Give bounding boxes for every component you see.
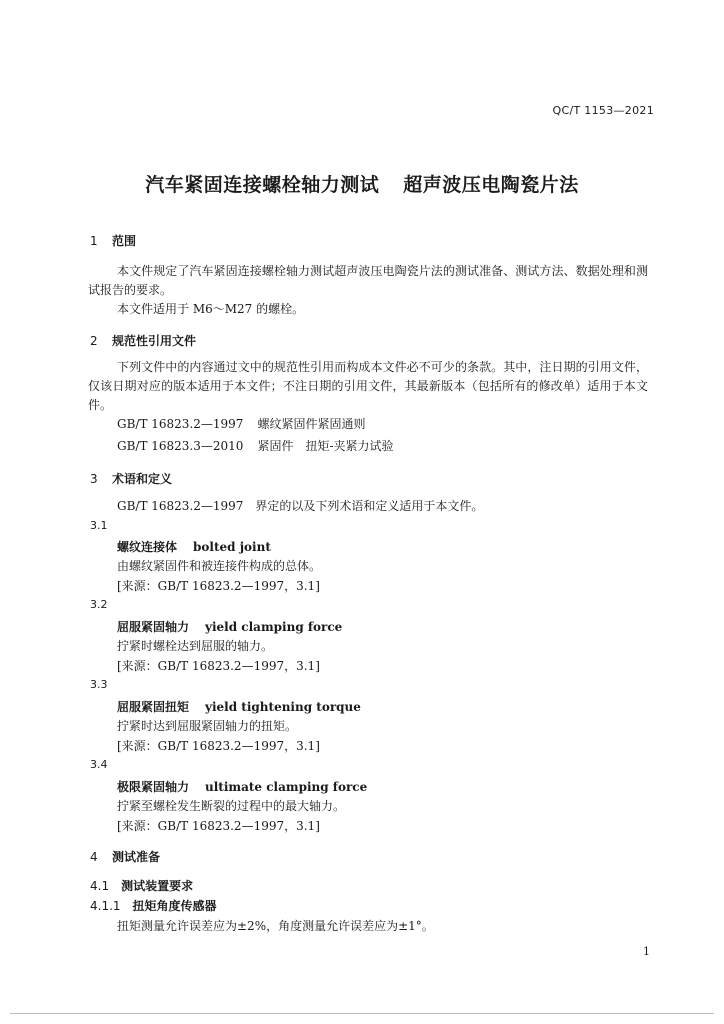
section-4-number: 4 <box>90 850 98 864</box>
term-number: 3.2 <box>90 598 108 611</box>
term-name <box>117 698 361 715</box>
page-bottom-rule <box>10 1013 714 1014</box>
title-sub: 超声波压电陶瓷片法 <box>403 174 579 196</box>
section-1-paragraph-1: 本文件规定了汽车紧固连接螺栓轴力测试超声波压电陶瓷片法的测试准备、测试方法、数据处理和测试报告的要求。 <box>88 264 648 297</box>
term-definition: 由螺纹紧固件和被连接件构成的总体。 <box>117 559 322 573</box>
term-definition: 拧紧时达到屈服紧固轴力的扭矩。 <box>117 719 298 733</box>
term-name-en: ultimate clamping force <box>205 780 368 794</box>
subsection-4-1-title: 测试装置要求 <box>121 879 194 893</box>
term-name-zh: 极限紧固轴力 <box>117 780 190 794</box>
section-2-heading <box>90 332 196 349</box>
term-definition: 拧紧至螺栓发生断裂的过程中的最大轴力。 <box>117 799 346 813</box>
term-definition: 拧紧时螺栓达到屈服的轴力。 <box>117 639 274 653</box>
reference-item <box>117 415 365 434</box>
term-name-zh: 屈服紧固扭矩 <box>117 700 190 714</box>
reference-title: 紧固件 扭矩-夹紧力试验 <box>257 439 394 453</box>
term-name <box>117 618 342 635</box>
section-4-title: 测试准备 <box>112 850 161 864</box>
section-4-heading <box>90 848 160 865</box>
term-number: 3.4 <box>90 758 108 771</box>
section-3-heading <box>90 470 172 487</box>
subsection-4-1-1-title: 扭矩角度传感器 <box>132 899 217 913</box>
term-source: [来源：GB/T 16823.2—1997，3.1] <box>117 819 320 833</box>
section-1-title: 范围 <box>112 234 137 248</box>
page-number: 1 <box>643 945 650 958</box>
section-3-number: 3 <box>90 472 98 486</box>
reference-code: GB/T 16823.2—1997 <box>117 417 244 431</box>
subsection-4-1-heading <box>90 877 193 894</box>
section-3-intro: GB/T 16823.2—1997 界定的以及下列术语和定义适用于本文件。 <box>117 499 484 513</box>
subsection-4-1-number: 4.1 <box>90 879 110 893</box>
term-name-en: yield clamping force <box>205 620 343 634</box>
term-source: [来源：GB/T 16823.2—1997，3.1] <box>117 739 320 753</box>
term-name-zh: 屈服紧固轴力 <box>117 620 190 634</box>
subsection-4-1-1-heading <box>90 897 217 914</box>
title-main: 汽车紧固连接螺栓轴力测试 <box>145 174 380 196</box>
term-number: 3.1 <box>90 519 108 532</box>
term-name-en: yield tightening torque <box>205 700 361 714</box>
term-name <box>117 538 271 555</box>
reference-code: GB/T 16823.3—2010 <box>117 439 244 453</box>
term-name <box>117 778 367 795</box>
term-name-en: bolted joint <box>193 540 271 554</box>
section-2-title: 规范性引用文件 <box>112 334 197 348</box>
section-2-paragraph-1: 下列文件中的内容通过文中的规范性引用而构成本文件必不可少的条款。其中，注日期的引用文件，仅该日期对应的版本适用于本文件；不注日期的引用文件，其最新版本（包括所有的修改单）适用于本文件。 <box>88 360 648 412</box>
term-number: 3.3 <box>90 678 108 691</box>
subsection-4-1-1-number: 4.1.1 <box>90 899 121 913</box>
section-1-number: 1 <box>90 234 98 248</box>
page-title <box>0 170 724 197</box>
subsection-4-1-1-text: 扭矩测量允许误差应为±2%，角度测量允许误差应为±1°。 <box>117 919 434 933</box>
term-source: [来源：GB/T 16823.2—1997，3.1] <box>117 659 320 673</box>
section-1-heading <box>90 232 136 249</box>
section-2-number: 2 <box>90 334 98 348</box>
term-name-zh: 螺纹连接体 <box>117 540 178 554</box>
section-3-title: 术语和定义 <box>112 472 173 486</box>
reference-item <box>117 437 394 456</box>
section-1-paragraph-2: 本文件适用于 M6～M27 的螺栓。 <box>117 302 305 316</box>
reference-title: 螺纹紧固件紧固通则 <box>257 417 366 431</box>
document-number: QC/T 1153—2021 <box>552 104 654 117</box>
term-source: [来源：GB/T 16823.2—1997，3.1] <box>117 579 320 593</box>
